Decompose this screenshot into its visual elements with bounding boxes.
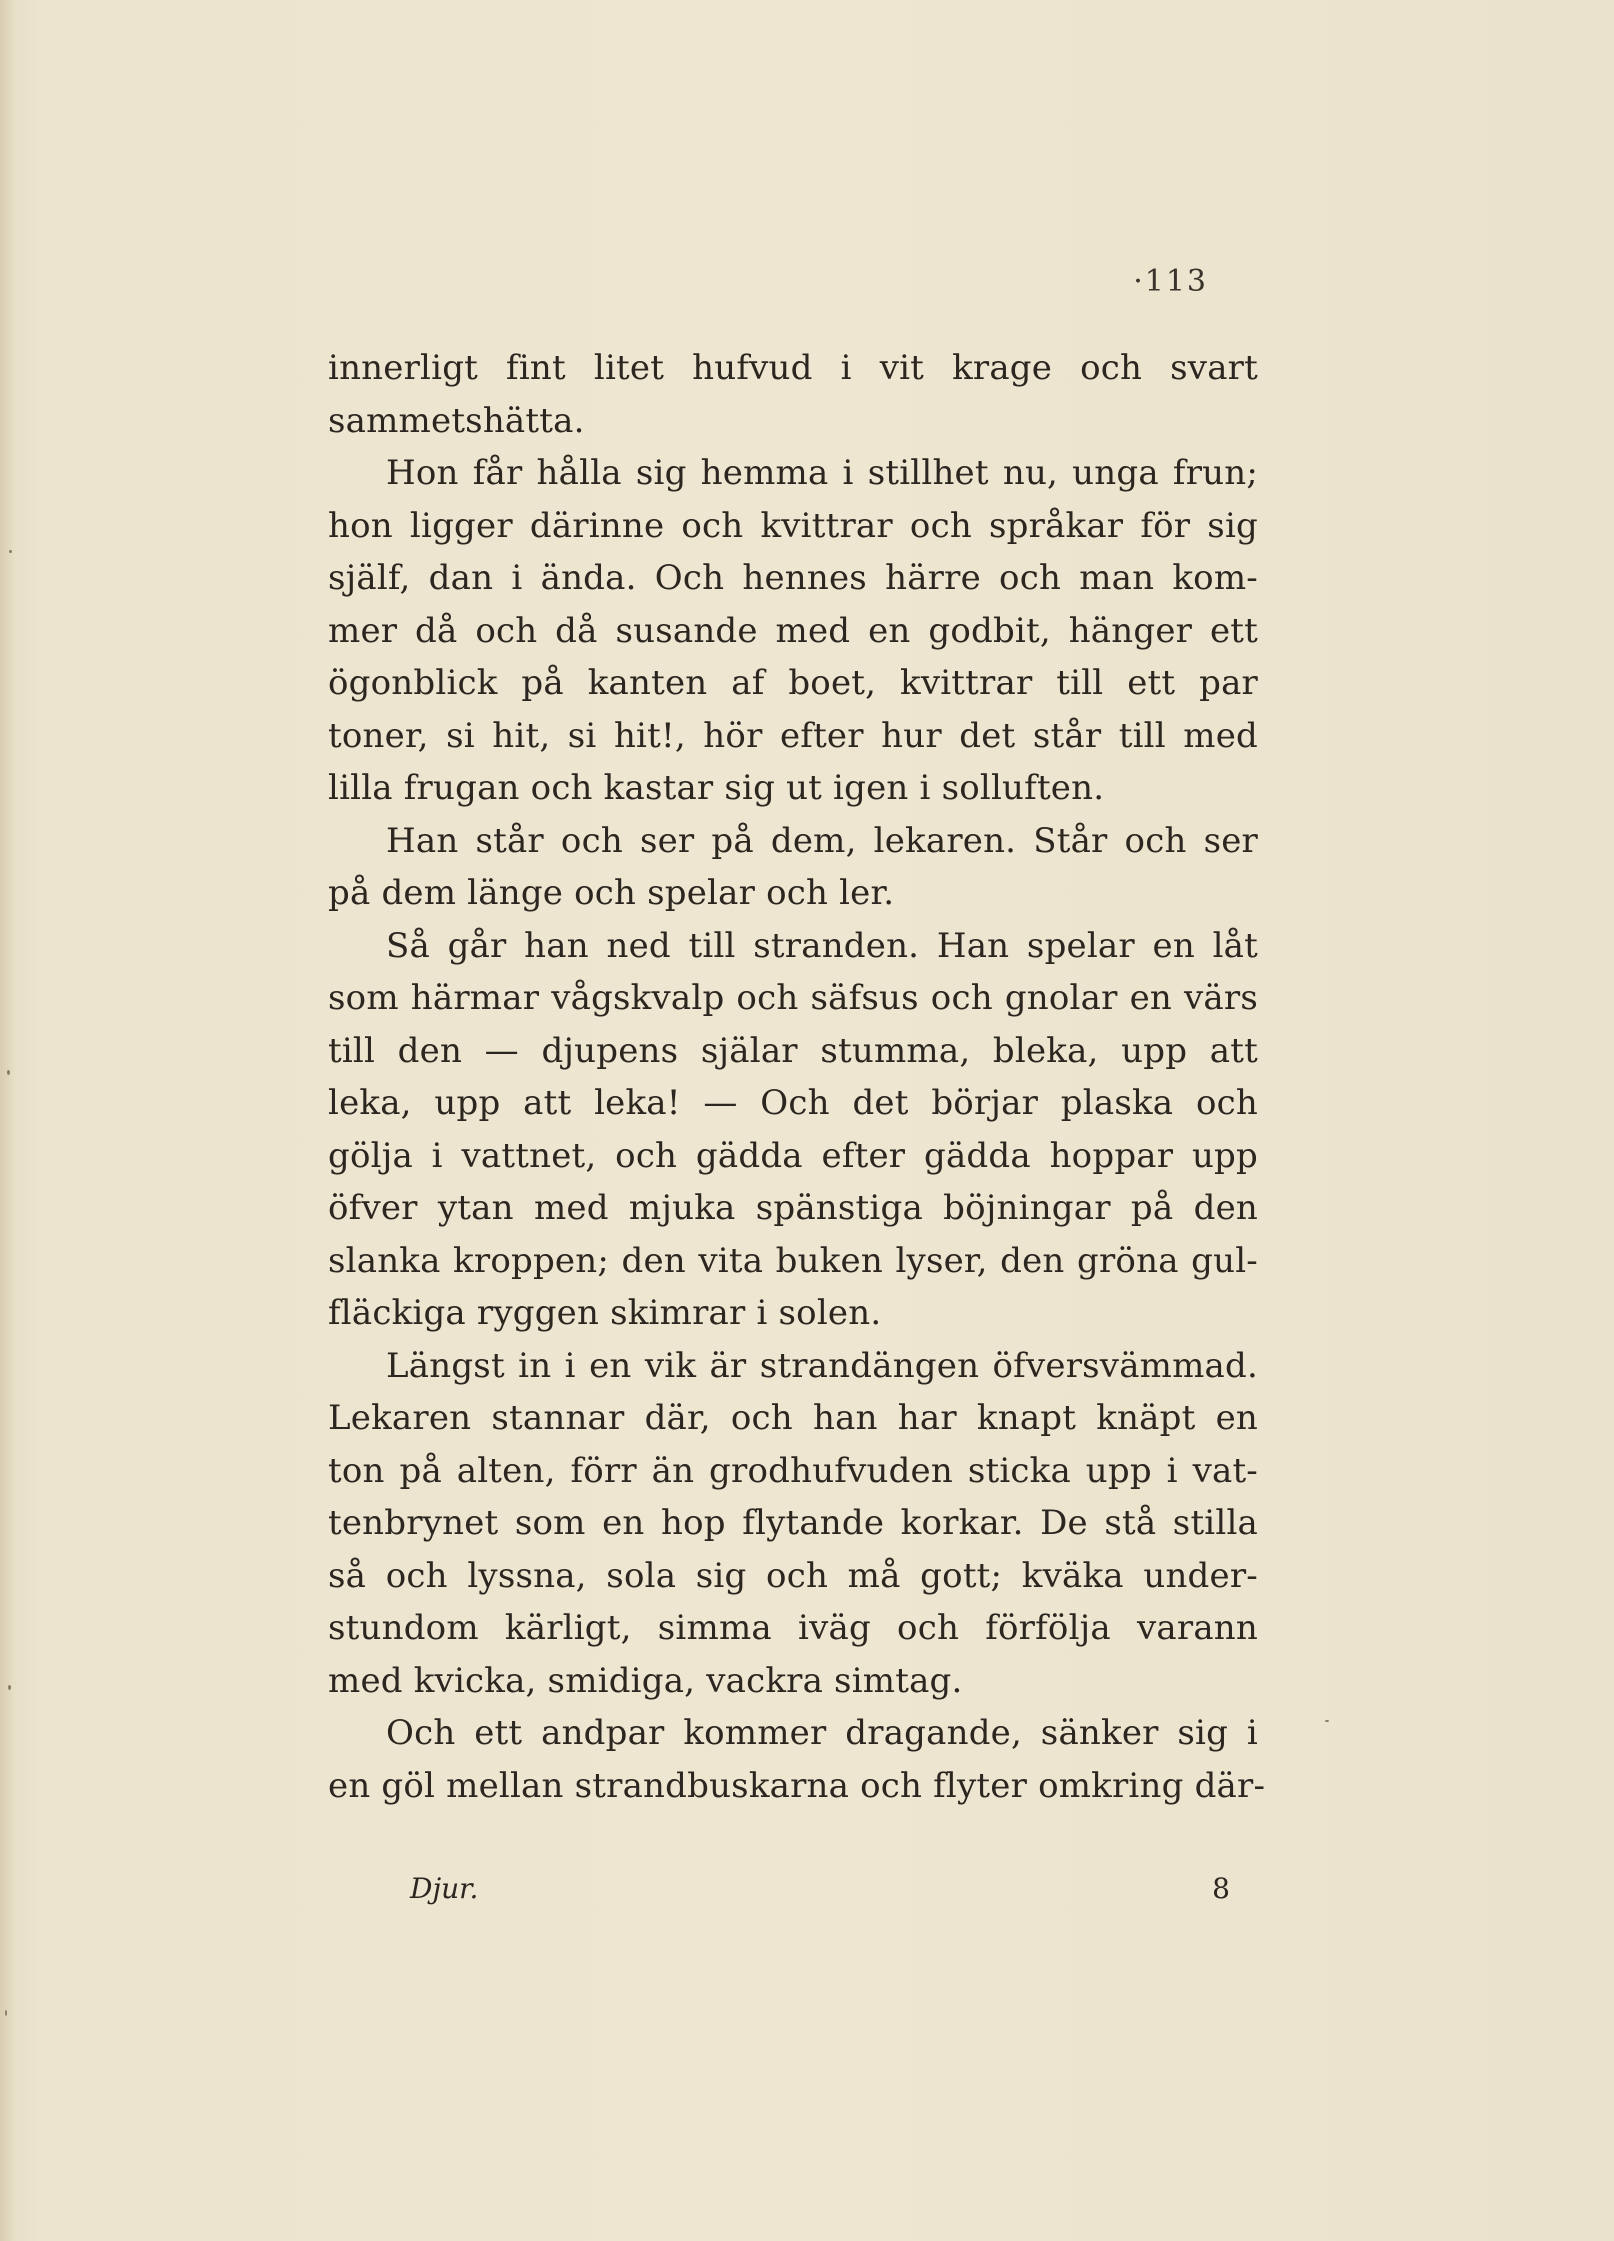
paper-speck	[7, 1070, 10, 1075]
page-number: ·113	[1133, 264, 1208, 299]
text-line: sammetshätta.	[328, 400, 585, 441]
text-line: fläckiga ryggen skimrar i solen.	[328, 1293, 882, 1333]
text-line: tenbrynet som en hop flytande korkar. De stå stilla	[328, 1503, 1258, 1543]
text-line: till den — djupens själar stumma, bleka, upp att	[328, 1030, 1258, 1071]
paper-speck	[1325, 1720, 1329, 1722]
page-left-edge	[0, 0, 14, 2241]
text-line: stundom kärligt, simma iväg och förfölja varann	[328, 1608, 1258, 1648]
text-line: Och ett andpar kommer dragande, sänker sig i	[386, 1713, 1258, 1753]
signature-mark: Djur.	[410, 1872, 479, 1905]
page-footer	[410, 1872, 1230, 1922]
paper-speck	[8, 1685, 11, 1690]
text-line: på dem länge och spelar och ler.	[328, 873, 895, 913]
text-line: mer då och då susande med en godbit, hänger ett	[328, 610, 1258, 651]
text-line: hon ligger därinne och kvittrar och språkar för sig	[328, 505, 1258, 546]
text-line: slanka kroppen; den vita buken lyser, den gröna gul-	[328, 1240, 1258, 1281]
text-line: själf, dan i ända. Och hennes härre och man kom-	[328, 558, 1258, 598]
text-line: öfver ytan med mjuka spänstiga böjningar på den	[328, 1188, 1258, 1228]
text-line: Lekaren stannar där, och han har knapt knäpt en	[328, 1398, 1258, 1438]
body-text	[328, 342, 1266, 1812]
text-line: lilla frugan och kastar sig ut igen i solluften.	[328, 768, 1105, 808]
text-line: med kvicka, smidiga, vackra simtag.	[328, 1660, 963, 1701]
paper-speck	[5, 2010, 7, 2016]
text-line: leka, upp att leka! — Och det börjar plaska och	[328, 1083, 1258, 1123]
text-line: ögonblick på kanten af boet, kvittrar till ett par	[328, 663, 1258, 703]
text-line: Han står och ser på dem, lekaren. Står och ser	[386, 820, 1258, 861]
text-line: gölja i vattnet, och gädda efter gädda hoppar upp	[328, 1135, 1258, 1176]
text-line: Hon får hålla sig hemma i stillhet nu, unga frun;	[386, 453, 1258, 493]
text-line: en göl mellan strandbuskarna och flyter omkring där-	[328, 1765, 1266, 1806]
text-line: Så går han ned till stranden. Han spelar en låt	[386, 925, 1258, 966]
text-line: som härmar vågskvalp och säfsus och gnolar en värs	[328, 978, 1258, 1018]
text-line: så och lyssna, sola sig och må gott; kväka under-	[328, 1555, 1258, 1596]
paper-speck	[9, 550, 12, 553]
text-line: Längst in i en vik är strandängen öfversvämmad.	[386, 1345, 1258, 1386]
text-line: innerligt fint litet hufvud i vit krage och svart	[328, 348, 1258, 388]
text-line: ton på alten, förr än grodhufvuden sticka upp i vat-	[328, 1450, 1258, 1491]
text-line: toner, si hit, si hit!, hör efter hur det står till med	[328, 715, 1258, 756]
signature-number: 8	[1212, 1872, 1230, 1905]
